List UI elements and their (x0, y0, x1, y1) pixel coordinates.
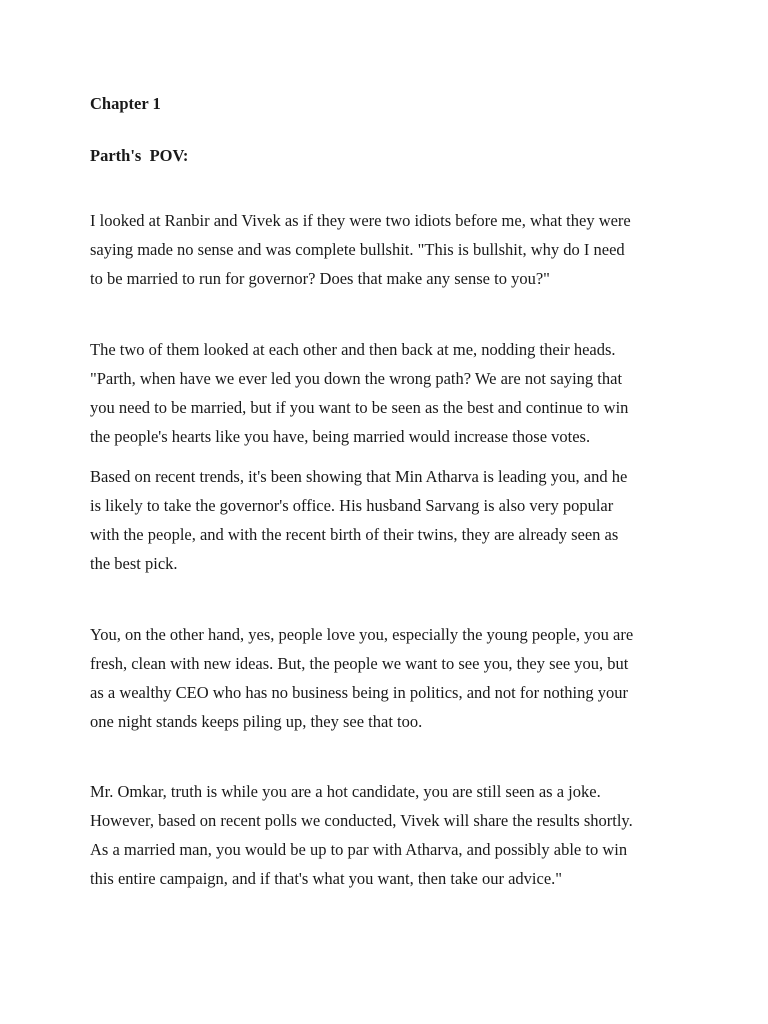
text-line: saying made no sense and was complete bullshit. "This is bullshit, why do I need (90, 240, 625, 259)
text-line: you need to be married, but if you want to be seen as the best and continue to win (90, 398, 629, 417)
text-line: You, on the other hand, yes, people love you, especially the young people, you are (90, 625, 634, 644)
paragraph-4 (90, 620, 690, 736)
paragraph-5 (90, 777, 690, 893)
paragraph-1 (90, 206, 690, 293)
text-line: Mr. Omkar, truth is while you are a hot candidate, you are still seen as a joke. (90, 782, 601, 801)
text-line: the best pick. (90, 554, 178, 573)
text-line: Based on recent trends, it's been showing that Min Atharva is leading you, and he (90, 467, 628, 486)
text-line: "Parth, when have we ever led you down the wrong path? We are not saying that (90, 369, 623, 388)
text-line: as a wealthy CEO who has no business being in politics, and not for nothing your (90, 683, 629, 702)
text-line: to be married to run for governor? Does that make any sense to you?" (90, 269, 550, 288)
text-line: The two of them looked at each other and then back at me, nodding their heads. (90, 340, 616, 359)
text-line: fresh, clean with new ideas. But, the people we want to see you, they see you, but (90, 654, 629, 673)
text-line: this entire campaign, and if that's what you want, then take our advice." (90, 869, 563, 888)
text-line: the people's hearts like you have, being married would increase those votes. (90, 427, 591, 446)
paragraph-2 (90, 335, 690, 451)
text-line: is likely to take the governor's office. His husband Sarvang is also very popular (90, 496, 614, 515)
text-line: However, based on recent polls we conducted, Vivek will share the results shortly. (90, 811, 633, 830)
text-line: As a married man, you would be up to par with Atharva, and possibly able to win (90, 840, 628, 859)
chapter-title: Chapter 1 (90, 94, 161, 113)
paragraph-3 (90, 462, 690, 578)
text-line: with the people, and with the recent birth of their twins, they are already seen as (90, 525, 619, 544)
text-line: I looked at Ranbir and Vivek as if they were two idiots before me, what they were (90, 211, 631, 230)
pov-heading: Parth's POV: (90, 146, 189, 165)
text-line: one night stands keeps piling up, they see that too. (90, 712, 423, 731)
